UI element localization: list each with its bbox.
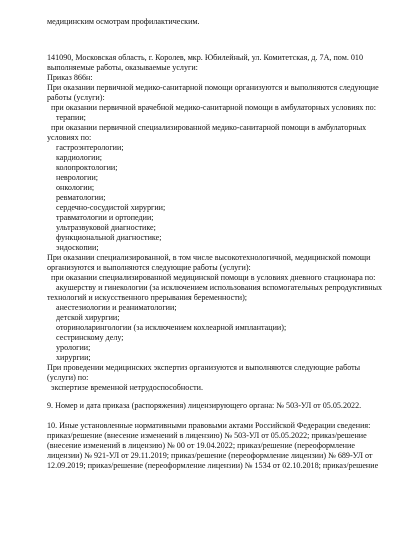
list-item-obstetrics: акушерству и гинекологии (за исключением использования вспомогательных репродуктивных: [56, 283, 383, 292]
text-line-orders-3: лицензии) № 921-УЛ от 29.11.2019; приказ/решение (переоформление лицензии) № 689-УЛ от: [47, 451, 373, 460]
text-line-section-9: 9. Номер и дата приказа (распоряжения) лицензирующего органа: № 503-УЛ от 05.05.2022.: [47, 401, 362, 410]
text-line-address: 141090, Московская область, г. Королев, мкр. Юбилейный, ул. Комитетская, д. 7А, пом. 010: [47, 53, 364, 62]
list-item-urology: урологии;: [56, 343, 91, 352]
text-line-day-hospital: при оказании специализированной медицинской помощи в условиях дневного стационара по:: [51, 273, 376, 282]
list-item-anesthesiology: анестезиологии и реаниматологии;: [56, 303, 177, 312]
list-item-cardiology: кардиологии;: [56, 153, 103, 162]
list-item-ultrasound: ультразвуковой диагностике;: [56, 223, 156, 232]
text-line-orders-1: приказ/решение (внесение изменений в лицензию) № 503-УЛ от 05.05.2022; приказ/решение: [47, 431, 367, 440]
text-line-works-heading: выполняемые работы, оказываемые услуги:: [47, 63, 198, 72]
list-item-disability-exam: экспертизе временной нетрудоспособности.: [51, 383, 203, 392]
text-line-primary-specialized: при оказании первичной специализированной медико-санитарной помощи в амбулаторных: [51, 123, 367, 132]
text-line-primary-care: При оказании первичной медико-санитарной помощи организуются и выполняются следующие: [47, 83, 379, 92]
list-item-nursing: сестринскому делу;: [56, 333, 124, 342]
list-item-neurology: неврологии;: [56, 173, 99, 182]
list-item-endoscopy: эндоскопии;: [56, 243, 99, 252]
text-line-specialized-care: При оказании специализированной, в том числе высокотехнологичной, медицинской помощи: [47, 253, 371, 262]
text-line-specialized-works: организуются и выполняются следующие работы (услуги):: [47, 263, 251, 272]
text-line-obstetrics-cont: технологий и искусственного прерывания беременности);: [47, 293, 248, 302]
list-item-pediatric-surgery: детской хирургии;: [56, 313, 120, 322]
list-item-coloproctology: колопроктологии;: [56, 163, 118, 172]
list-item-functional-diagnostics: функциональной диагностике;: [56, 233, 162, 242]
list-item-rheumatology: ревматологии;: [56, 193, 106, 202]
text-line-orders-4: 12.09.2019; приказ/решение (переоформление лицензии) № 1534 от 02.10.2018; приказ/решение: [47, 461, 379, 470]
text-line-therapy: терапии;: [56, 113, 86, 122]
text-line-continuation: медицинским осмотрам профилактическим.: [47, 17, 200, 26]
list-item-cardiovascular-surgery: сердечно-сосудистой хирургии;: [56, 203, 166, 212]
list-item-gastroenterology: гастроэнтерологии;: [56, 143, 124, 152]
list-item-traumatology: травматологии и ортопедии;: [56, 213, 154, 222]
list-item-surgery: хирургии;: [56, 353, 91, 362]
list-item-otorhinolaryngology: оториноларингологии (за исключением кохлеарной имплантации);: [56, 323, 287, 332]
text-line-examinations-by: (услуги) по:: [47, 373, 89, 382]
text-line-works: работы (услуги):: [47, 93, 105, 102]
text-line-order: Приказ 866н:: [47, 73, 93, 82]
text-line-primary-doctor: при оказании первичной врачебной медико-санитарной помощи в амбулаторных условиях по:: [51, 103, 376, 112]
list-item-oncology: онкологии;: [56, 183, 95, 192]
text-line-section-10: 10. Иные установленные нормативными правовыми актами Российской Федерации сведения:: [47, 421, 371, 430]
text-line-conditions: условиях по:: [47, 133, 92, 142]
text-line-examinations: При проведении медицинских экспертиз организуются и выполняются следующие работы: [47, 363, 361, 372]
text-line-orders-2: (внесение изменений в лицензию) № 00 от 19.04.2022; приказ/решение (переоформление: [47, 441, 355, 450]
